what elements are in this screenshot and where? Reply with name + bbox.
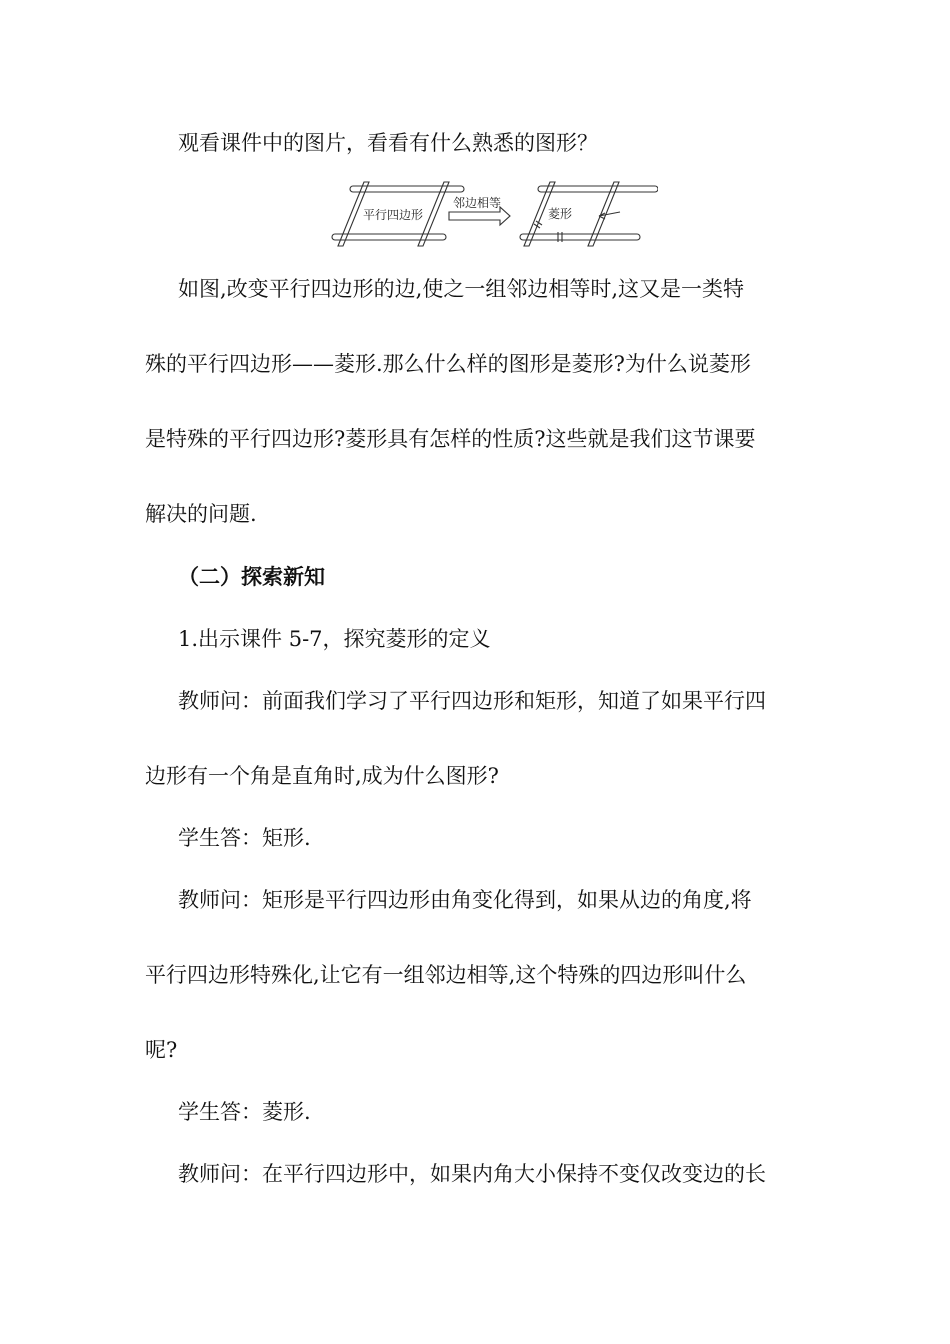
para2-line1: 如图,改变平行四边形的边,使之一组邻边相等时,这又是一类特 bbox=[178, 277, 745, 301]
arrow-label: 邻边相等 bbox=[453, 196, 502, 210]
student-answer-1: 学生答：矩形. bbox=[178, 826, 311, 850]
parallelogram-label: 平行四边形 bbox=[363, 208, 424, 222]
teacher-question-1-line2: 边形有一个角是直角时,成为什么图形? bbox=[145, 764, 499, 788]
teacher-question-1-line1: 教师问：前面我们学习了平行四边形和矩形，知道了如果平行四 bbox=[178, 689, 766, 713]
para2-line3: 是特殊的平行四边形?菱形具有怎样的性质?这些就是我们这节课要 bbox=[145, 427, 756, 451]
student-answer-2: 学生答：菱形. bbox=[178, 1100, 311, 1124]
para2-line4: 解决的问题. bbox=[145, 502, 257, 526]
teacher-question-3-line1: 教师问：在平行四边形中，如果内角大小保持不变仅改变边的长 bbox=[178, 1162, 766, 1186]
para2-line2: 殊的平行四边形——菱形.那么什么样的图形是菱形?为什么说菱形 bbox=[145, 352, 751, 376]
teacher-question-2-line3: 呢? bbox=[145, 1038, 178, 1062]
item-1: 1.出示课件 5-7，探究菱形的定义 bbox=[178, 627, 491, 651]
rhombus-label: 菱形 bbox=[548, 207, 573, 221]
teacher-question-2-line1: 教师问：矩形是平行四边形由角变化得到，如果从边的角度,将 bbox=[178, 888, 752, 912]
rhombus-shape bbox=[520, 182, 658, 246]
intro-question: 观看课件中的图片，看看有什么熟悉的图形？ bbox=[178, 131, 598, 155]
teacher-question-2-line2: 平行四边形特殊化,让它有一组邻边相等,这个特殊的四边形叫什么 bbox=[145, 963, 747, 987]
section-heading: （二）探索新知 bbox=[178, 565, 325, 589]
parallelogram-to-rhombus-figure bbox=[328, 180, 658, 252]
